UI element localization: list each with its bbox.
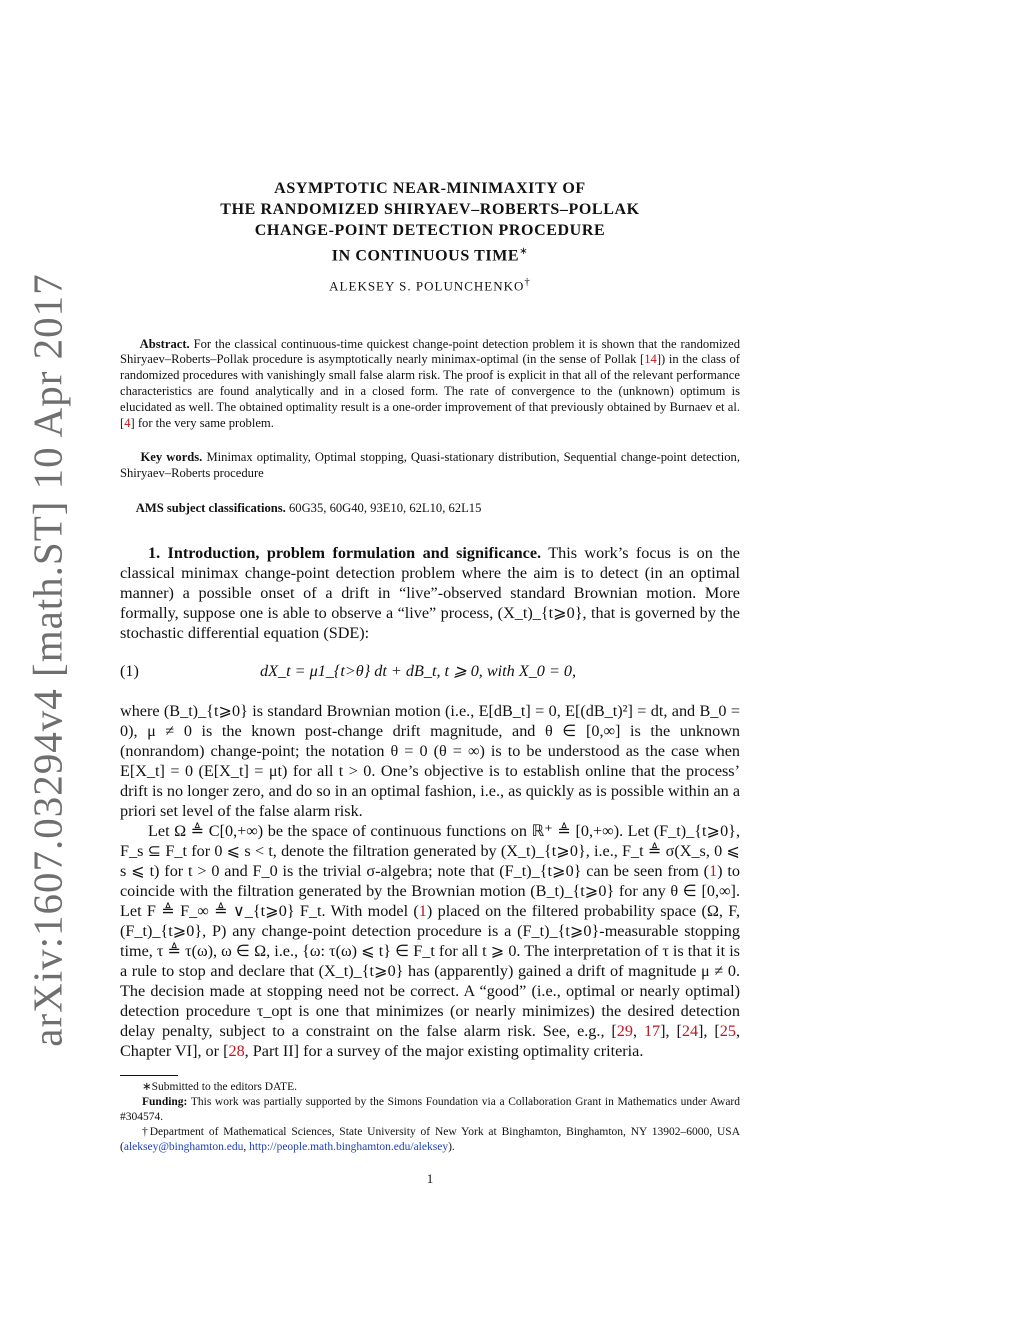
affiliation-end: ). [448,1140,455,1153]
equation-1 [120,661,740,681]
title-line: ASYMPTOTIC NEAR-MINIMAXITY OF [274,180,586,197]
affiliation-text: †Department of Mathematical Sciences, State University of New York at Binghamton, Binghamton, NY 13902–6000, USA ( [120,1125,740,1153]
author-name: ALEKSEY S. POLUNCHENKO [329,278,525,294]
ams-codes: 60G35, 60G40, 93E10, 62L10, 62L15 [288,501,482,516]
abstract-label: Abstract. [139,336,190,351]
citation-link[interactable]: 17 [643,1021,661,1040]
citation-link[interactable]: 28 [228,1041,245,1060]
section-heading: 1. Introduction, problem formulation and significance. [148,543,542,562]
arxiv-sidebar-stamp [18,273,78,1047]
paragraph-text: Let Ω ≜ C[0,+∞) be the space of continuous functions on ℝ⁺ ≜ [0,+∞). Let (F_t)_{t⩾0}, F_s ⊆ F_t for 0 ⩽ s < t, denote the filtration generated by (X_t)_{t⩾0}, i.e., F_t ≜ σ(X_s, 0 ⩽ s ⩽ t) for t > 0 and F_0 is the trivial σ-algebra; note that (F_t)_{t⩾0} can be seen from ( [120,821,740,880]
paper-page [120,178,740,1187]
ams-label: AMS subject classifications. [135,501,286,516]
citation-link[interactable]: 29 [616,1021,633,1040]
abstract-text: ]) in the class of randomized procedures with vanishingly small false alarm risk. The proof is explicit in that all of the relevant performance characteristics are found analytically and in a closed form. The rate of convergence to the (unknown) optimum is elucidated as well. The obtained optimality result is a one-order improvement of that previously obtained by Burnaev et al. [ [120,352,740,430]
title-line: CHANGE-POINT DETECTION PROCEDURE [254,222,606,239]
abstract-text: For the classical continuous-time quickest change-point detection problem it is shown that the randomized Shiryaev–Roberts–Pollak procedure is asymptotically nearly minimax-optimal (in the sense of Pollak [ [120,336,740,367]
equation-ref-link[interactable]: 1 [418,901,427,920]
title-line-text: IN CONTINUOUS TIME [331,247,520,265]
paragraph-text: where (B_t)_{t⩾0} is standard Brownian motion (i.e., E[dB_t] = 0, E[(dB_t)²] = dt, and B_0 = 0), μ ≠ 0 is the known post-change drift magnitude, and θ ∈ [0,∞] is the unknown (nonrandom) change-point; the notation θ = 0 (θ = ∞) is to be understood as the case when E[X_t] = 0 (E[X_t] = μt) for all t > 0. One’s objective is to establish online that the process’ drift is no longer zero, and do so in an optimal fashion, i.e., as quickly as is possible within an a priori set level of the false alarm risk. [120,701,740,820]
paragraph-text: ) to coincide with the filtration generated by the Brownian motion (B_t)_{t⩾0} for any θ ∈ [0,∞]. Let F ≜ F_∞ ≜ ∨_{t⩾0} F_t. With model ( [120,861,740,920]
paragraph-text: Chapter VI], or [ [120,1041,229,1060]
keywords-text: Minimax optimality, Optimal stopping, Quasi-stationary distribution, Sequential change-point detection, Shiryaev–Roberts procedure [120,450,741,481]
paper-title [120,178,740,266]
funding-label: Funding: [142,1095,188,1108]
separator: , [243,1140,250,1153]
abstract [120,337,740,432]
citation-link[interactable]: 25 [719,1021,736,1040]
equation-number: (1) [120,661,139,680]
paragraph [120,543,740,643]
footnote: ∗Submitted to the editors DATE. [142,1080,297,1093]
equation-ref-link[interactable]: 1 [709,861,718,880]
citation-link[interactable]: 4 [124,415,131,430]
paragraph-text: , Part II] for a survey of the major existing optimality criteria. [244,1041,644,1060]
paragraph [120,701,740,821]
footnote [120,1125,740,1155]
paragraph: Let Ω ≜ C[0,+∞) be the space of continuous functions on ℝ⁺ ≜ [0,+∞). Let (F_t)_{t⩾0}, F_s ⊆ F_t for 0 ⩽ s < t, denote the filtration generated by (X_t)_{t⩾0}, i.e., F_t ≜ σ(X_s, 0 ⩽ s ⩽ t) for t > 0 and F_0 is the trivial σ-algebra; note that (F_t)_{t⩾0} can be seen from (1) to coincide with the filtration generated by the Brownian motion (B_t)_{t⩾0} for any θ ∈ [0,∞]. Let F ≜ F_∞ ≜ ∨_{t⩾0} F_t. With model (1) placed on the filtered probability space (Ω, F, (F_t)_{t⩾0}, P) any change-point detection procedure is a (F_t)_{t⩾0}-measurable stopping time, τ ≜ τ(ω), ω ∈ Ω, i.e., {ω: τ(ω) ⩽ t} ∈ F_t for all t ⩾ 0. The interpretation of τ is that it is a rule to stop and declare that (X_t)_{t⩾0} has (apparently) gained a drift of magnitude μ ≠ 0. The decision made at stopping need not be correct. A “good” (i.e., optimal or nearly optimal) detection procedure τ_opt is one that minimizes (or nearly minimizes) the desired detection delay penalty, subject to a constraint on the false alarm risk. See, e.g., [29, 17], [24], [25, Chapter VI], or [28, Part II] for a survey of the major existing optimality criteria. [120,821,741,1060]
title-line: THE RANDOMIZED SHIRYAEV–ROBERTS–POLLAK [220,201,640,218]
page-number: 1 [426,1170,434,1186]
citation-link[interactable]: 24 [681,1021,699,1040]
author-line [120,276,740,294]
funding-text: This work was partially supported by the Simons Foundation via a Collaboration Grant in Mathematics under Award #304574. [120,1095,741,1123]
footnotes [120,1080,740,1155]
section-1 [120,543,740,1061]
arxiv-stamp-text: arXiv:1607.03294v4 [math.ST] 10 Apr 2017 [25,273,72,1047]
title-line [120,241,740,266]
footnote [120,1095,740,1125]
homepage-link[interactable]: http://people.math.binghamton.edu/aleksey [249,1140,449,1153]
keywords-label: Key words. [140,450,203,465]
ams-classifications [120,501,740,517]
keywords [120,450,740,482]
paragraph-text: This work’s focus is on the classical minimax change-point detection problem where the aim is to detect (in an optimal manner) a possible onset of a drift in “live”-observed standard Brownian motion. More formally, suppose one is able to observe a “live” process, (X_t)_{t⩾0}, that is governed by the stochastic differential equation (SDE): [120,543,740,642]
footnote-rule [120,1075,178,1076]
equation-body: dX_t = μ1_{t>θ} dt + dB_t, t ⩾ 0, with X_0 = 0, [260,661,577,680]
title-footnote-mark: ∗ [519,246,529,257]
abstract-text: ] for the very same problem. [130,415,274,430]
citation-link[interactable]: 14 [644,352,657,367]
email-link[interactable]: aleksey@binghamton.edu [123,1140,244,1153]
paragraph-text: ) placed on the filtered probability space (Ω, F, (F_t)_{t⩾0}, P) any change-point detection procedure is a (F_t)_{t⩾0}-measurable stopping time, τ ≜ τ(ω), ω ∈ Ω, i.e., {ω: τ(ω) ⩽ t} ∈ F_t for all t ⩾ 0. The interpretation of τ is that it is a rule to stop and declare that (X_t)_{t⩾0} has (apparently) gained a drift of magnitude μ ≠ 0. The decision made at stopping need not be correct. A “good” (i.e., optimal or nearly optimal) detection procedure τ_opt is one that minimizes (or nearly minimizes) the desired detection delay penalty, subject to a constraint on the false alarm risk. See, e.g., [ [120,901,741,1040]
author-footnote-mark: † [524,276,531,289]
